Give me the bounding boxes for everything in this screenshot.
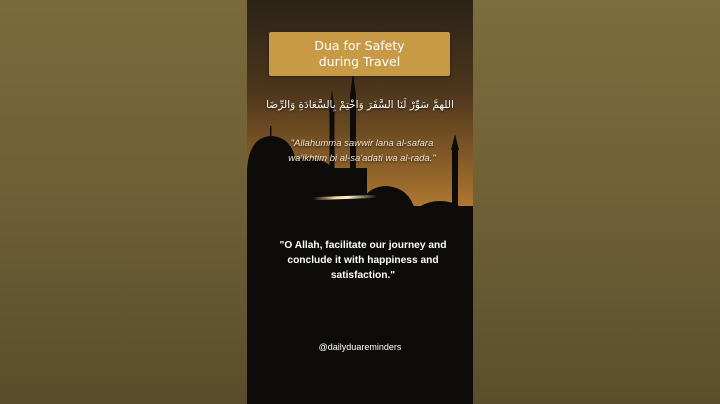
title-banner xyxy=(269,32,450,76)
translation-text: "O Allah, facilitate our journey and conclude it with happiness and satisfaction." xyxy=(279,240,447,281)
dua-card xyxy=(247,0,473,404)
account-handle: @dailyduareminders xyxy=(318,342,402,352)
blurred-left-background xyxy=(0,0,247,404)
title: Dua for Safety during Travel xyxy=(314,38,405,69)
blurred-right-background xyxy=(473,0,720,404)
arabic-dua-text: اللهمَّ سَوِّرْ لَنَا السَّفَرَ وَاخْتِمْ بِالسَّعَادَةِ وَالرِّضَا xyxy=(266,99,454,111)
transliteration-text: "Allahumma sawwir lana al-safara wa'ikhtim bi al-sa'adati wa al-rada." xyxy=(288,138,436,164)
